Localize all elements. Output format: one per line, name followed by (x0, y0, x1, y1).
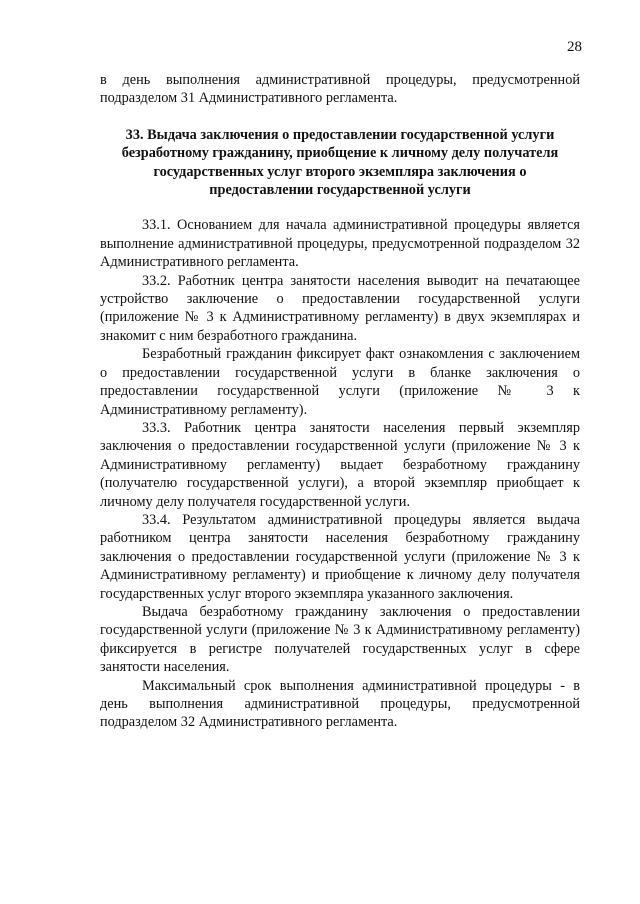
paragraph-registry: Выдача безработному гражданину заключения о предоставлении государственной услуги (приложение № 3 к Административному регламенту) фиксируется в регистре получателей государственных услуг в сфере занятости населения. (100, 603, 580, 676)
paragraph-33-1: 33.1. Основанием для начала административной процедуры является выполнение административной процедуры, предусмотренной подразделом 32 Административного регламента. (100, 217, 580, 271)
paragraph-deadline: Максимальный срок выполнения административной процедуры - в день выполнения административной процедуры, предусмотренной подразделом 32 Административного регламента. (100, 677, 580, 731)
section-heading: 33. Выдача заключения о предоставлении государственной услуги безработному гражданину, приобщение к личному делу получателя государственных услуг второго экземпляра заключения о предоставлении государственной услуги (121, 126, 559, 199)
paragraph-acknowledgement: Безработный гражданин фиксирует факт ознакомления с заключением о предоставлении государственной услуги в бланке заключения о предоставлении государственной услуги (приложение № 3 к Административному регламенту). (100, 346, 580, 418)
page-number: 28 (567, 39, 582, 55)
paragraph-33-4: 33.4. Результатом административной процедуры является выдача работником центра занятости населения безработному гражданину заключения о предоставлении государственной услуги (приложение № 3 к Административному регламенту) и приобщение к личному делу получателя государственных услуг второго экземпляра указанного заключения. (100, 511, 580, 602)
intro-paragraph: в день выполнения административной процедуры, предусмотренной подразделом 31 Административного регламента. (100, 72, 580, 107)
document-body (100, 71, 580, 732)
paragraph-33-3: 33.3. Работник центра занятости населения первый экземпляр заключения о предоставлении государственной услуги (приложение № 3 к Административному регламенту) выдает безработному гражданину (получателю государственной услуги), а второй экземпляр приобщает к личному делу получателя государственной услуги. (100, 419, 580, 510)
paragraph-33-2: 33.2. Работник центра занятости населения выводит на печатающее устройство заключение о предоставлении государственной услуги (приложение № 3 к Административному регламенту) в двух экземплярах и знакомит с ним безработного гражданина. (100, 272, 580, 344)
